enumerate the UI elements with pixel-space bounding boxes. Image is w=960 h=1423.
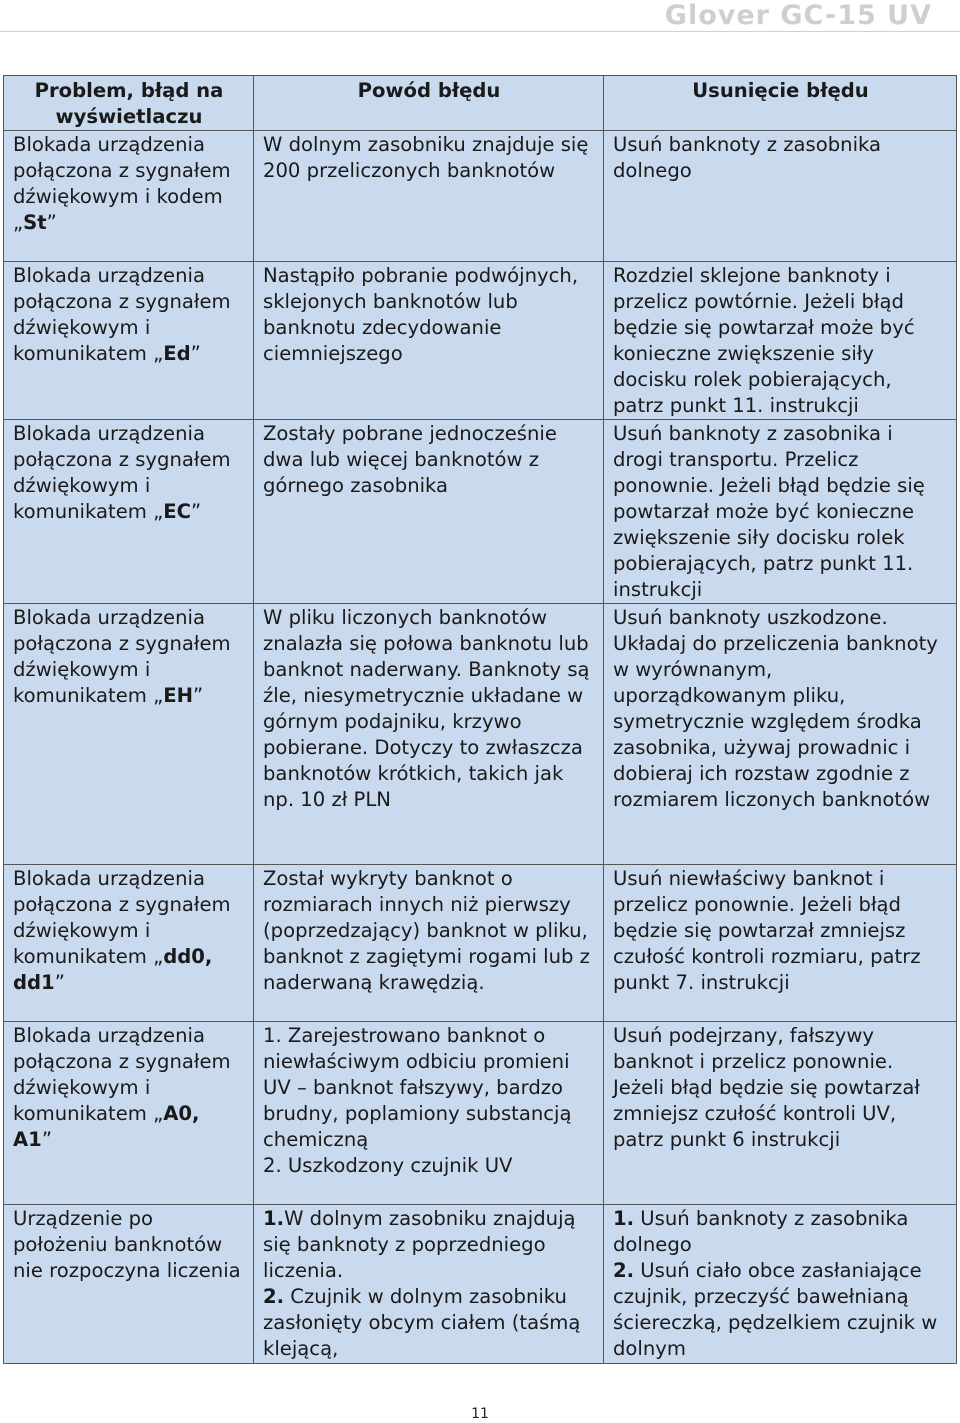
fix-cell: Usuń banknoty z zasobnika i drogi transportu. Przelicz ponownie. Jeżeli błąd będzie się powtarzał może być konieczne zwiększenie siły docisku rolek pobierających, patrz punkt 11. instrukcji [604,420,957,604]
fix-item-text: Usuń banknoty z zasobnika dolnego [613,1207,909,1256]
column-header-problem: Problem, błąd na wyświetlaczu [4,76,254,131]
problem-text: Blokada urządzenia połączona z sygnałem dźwiękowym i komunikatem „ [13,867,231,968]
fix-cell: Rozdziel sklejone banknoty i przelicz powtórnie. Jeżeli błąd będzie się powtarzał może być konieczne zwiększenie siły docisku rolek pobierających, patrz punkt 11. instrukcji [604,262,957,420]
header-divider [0,31,960,32]
column-header-fix: Usunięcie błędu [604,76,957,131]
problem-text: Blokada urządzenia połączona z sygnałem dźwiękowym i komunikatem „ [13,264,231,365]
error-table [3,75,957,1364]
fix-item-text: Usuń ciało obce zasłaniające czujnik, przeczyść bawełnianą ściereczką, pędzelkiem czujnik w dolnym [613,1259,938,1360]
fix-cell: Usuń banknoty z zasobnika dolnego [604,131,957,262]
problem-cell [4,604,254,865]
table-row [4,604,957,865]
page-number: 11 [471,1406,489,1422]
fix-cell: Usuń banknoty uszkodzone. Układaj do przeliczenia banknoty w wyrównanym, uporządkowanym pliku, symetrycznie względem środka zasobnika, używaj prowadnic i dobieraj ich rozstaw zgodnie z rozmiarem liczonych banknotów [604,604,957,865]
cause-cell: W pliku liczonych banknotów znalazła się połowa banknotu lub banknot naderwany. Banknoty są źle, niesymetrycznie układane w górnym podajniku, krzywo pobierane. Dotyczy to zwłaszcza banknotów krótkich, takich jak np. 10 zł PLN [254,604,604,865]
table-row [4,131,957,262]
table-row [4,262,957,420]
quote-close: ” [54,971,65,994]
error-code: St [23,211,47,234]
table-header-row [4,76,957,131]
cause-item-text: W dolnym zasobniku znajdują się banknoty z poprzedniego liczenia. [263,1207,576,1282]
problem-text: Blokada urządzenia połączona z sygnałem dźwiękowym i komunikatem „ [13,1024,231,1125]
problem-cell [4,1205,254,1364]
table-row [4,865,957,1022]
table-row [4,1205,957,1364]
fix-item-number: 1. [613,1207,635,1230]
quote-close: ” [193,684,204,707]
quote-close: ” [41,1128,52,1151]
problem-cell [4,1022,254,1205]
document-header-title: Glover GC-15 UV [664,0,932,31]
error-code: Ed [163,342,191,365]
cause-item-number: 1. [263,1207,285,1230]
cause-item-text: Czujnik w dolnym zasobniku zasłonięty obcym ciałem (taśmą klejącą, [263,1285,581,1360]
column-header-cause: Powód błędu [254,76,604,131]
problem-cell [4,131,254,262]
error-code: dd0, dd1 [13,945,213,994]
problem-cell [4,420,254,604]
problem-cell [4,865,254,1022]
cause-cell [254,1022,604,1205]
cause-item-number: 2. [263,1285,285,1308]
cause-cell [254,1205,604,1364]
table-row [4,420,957,604]
quote-close: ” [46,211,57,234]
quote-close: ” [190,500,202,523]
cause-cell: W dolnym zasobniku znajduje się 200 przeliczonych banknotów [254,131,604,262]
fix-cell: Usuń podejrzany, fałszywy banknot i przelicz ponownie. Jeżeli błąd będzie się powtarzał zmniejsz czułość kontroli UV, patrz punkt 6 instrukcji [604,1022,957,1205]
table-row [4,1022,957,1205]
error-code: A0, A1 [13,1102,200,1151]
cause-item: 1. Zarejestrowano banknot o niewłaściwym odbiciu promieni UV – banknot fałszywy, bardzo brudny, poplamiony substancją chemiczną [263,1024,572,1151]
error-code: EH [163,684,194,707]
fix-cell: Usuń niewłaściwy banknot i przelicz ponownie. Jeżeli błąd będzie się powtarzał zmniejsz czułość kontroli rozmiaru, patrz punkt 7. instrukcji [604,865,957,1022]
cause-cell: Zostały pobrane jednocześnie dwa lub więcej banknotów z górnego zasobnika [254,420,604,604]
quote-close: ” [190,342,201,365]
error-code: EC [163,500,191,523]
fix-item-number: 2. [613,1259,635,1282]
cause-item: 2. Uszkodzony czujnik UV [263,1154,513,1177]
problem-text: Blokada urządzenia połączona z sygnałem dźwiękowym i komunikatem „ [13,606,231,707]
cause-cell: Nastąpiło pobranie podwójnych, sklejonych banknotów lub banknotu zdecydowanie ciemniejszego [254,262,604,420]
cause-cell: Został wykryty banknot o rozmiarach innych niż pierwszy (poprzedzający) banknot w pliku, banknot z zagiętymi rogami lub z naderwaną krawędzią. [254,865,604,1022]
problem-cell [4,262,254,420]
problem-text: Blokada urządzenia połączona z sygnałem dźwiękowym i komunikatem „ [13,422,231,523]
problem-text: Blokada urządzenia połączona z sygnałem dźwiękowym i kodem „ [13,133,231,234]
fix-cell [604,1205,957,1364]
problem-text: Urządzenie po położeniu banknotów nie rozpoczyna liczenia [13,1207,241,1282]
